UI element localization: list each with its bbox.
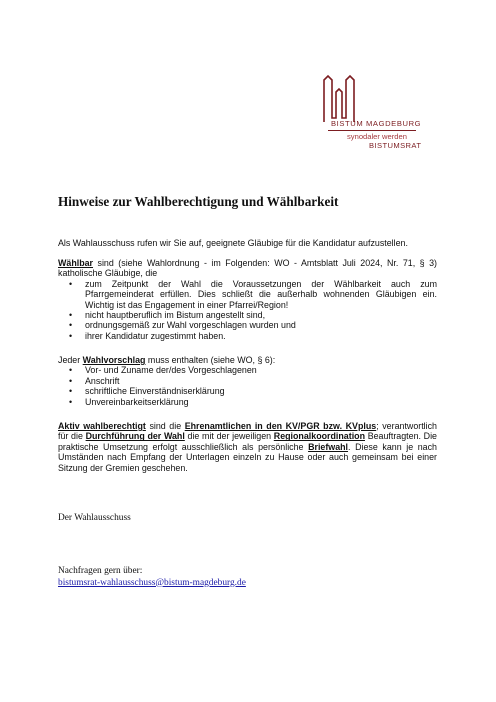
- intro-paragraph: Als Wahlausschuss rufen wir Sie auf, geeignete Gläubige für die Kandidatur aufzustellen.: [58, 238, 408, 248]
- logo-tagline: synodaler werden: [347, 132, 407, 141]
- proposal-term: Wahlvorschlag: [82, 355, 146, 365]
- proposal-lead: [58, 355, 437, 365]
- proposal-section: [58, 355, 437, 407]
- voting-paragraph: [58, 421, 437, 473]
- eligibility-term: Wählbar: [58, 258, 94, 268]
- list-item: • schriftliche Einverständniserklärung: [85, 386, 437, 396]
- logo-council-name: BISTUMSRAT: [369, 141, 422, 150]
- logo-divider: [328, 130, 416, 131]
- list-item: • Vor- und Zuname der/des Vorgeschlagenen: [85, 365, 437, 375]
- voting-term-coordination: Regionalkoordination: [273, 431, 365, 442]
- voting-term-active: Aktiv wahlberechtigt: [58, 421, 146, 431]
- eligibility-list: [58, 279, 437, 341]
- voting-text: . Diese kann je nach Umständen nach Empfang der Unterlagen einzeln zu Hause oder auch gemeinsam bei einer Sitzung der Gremien geschehen.: [58, 441, 437, 473]
- eligibility-section: [58, 258, 437, 341]
- contact-email-link[interactable]: bistumsrat-wahlausschuss@bistum-magdeburg.de: [58, 577, 246, 588]
- proposal-list: [58, 365, 437, 407]
- logo-name: BISTUM MAGDEBURG: [331, 119, 422, 128]
- voting-text: ; verantwortlich für die: [58, 421, 437, 442]
- voting-term-execution: Durchführung der Wahl: [85, 431, 185, 442]
- list-item: • Unvereinbarkeitserklärung: [85, 397, 437, 407]
- eligibility-lead-text: sind (siehe Wahlordnung - im Folgenden: WO - Amtsblatt Juli 2024, Nr. 71, § 3) katholische Gläubige, die: [58, 258, 437, 279]
- eligibility-lead: [58, 258, 437, 279]
- voting-term-volunteers: Ehrenamtlichen in den KV/PGR bzw. KVplus: [184, 421, 377, 431]
- list-item: • ihrer Kandidatur zugestimmt haben.: [85, 331, 437, 341]
- proposal-suffix: muss enthalten (siehe WO, § 6):: [145, 355, 276, 365]
- list-item: • zum Zeitpunkt der Wahl die Voraussetzungen der Wählbarkeit auch zum Pfarrgemeinderat erfüllen. Dies schließt die außerhalb wohnenden Gläubigen ein. Wichtig ist das Engagement in einer Pfarrei/Region!: [85, 279, 437, 310]
- voting-term-postal: Briefwahl: [308, 441, 349, 452]
- voting-text: Beauftragten. Die praktische Umsetzung erfolgt ausschließlich als persönliche: [58, 431, 437, 452]
- contact-section: [58, 566, 246, 589]
- list-item: • ordnungsgemäß zur Wahl vorgeschlagen wurden und: [85, 320, 437, 330]
- list-item: • nicht hauptberuflich im Bistum angestellt sind,: [85, 310, 437, 320]
- signature: Der Wahlausschuss: [58, 513, 131, 523]
- voting-text: sind die: [145, 421, 185, 431]
- proposal-prefix: Jeder: [58, 355, 83, 365]
- voting-text: die mit der jeweiligen: [184, 431, 274, 442]
- list-item: • Anschrift: [85, 376, 437, 386]
- diocese-towers-logo-icon: [322, 74, 356, 124]
- contact-label: Nachfragen gern über:: [58, 566, 143, 576]
- page-title: Hinweise zur Wahlberechtigung und Wählbarkeit: [58, 194, 339, 209]
